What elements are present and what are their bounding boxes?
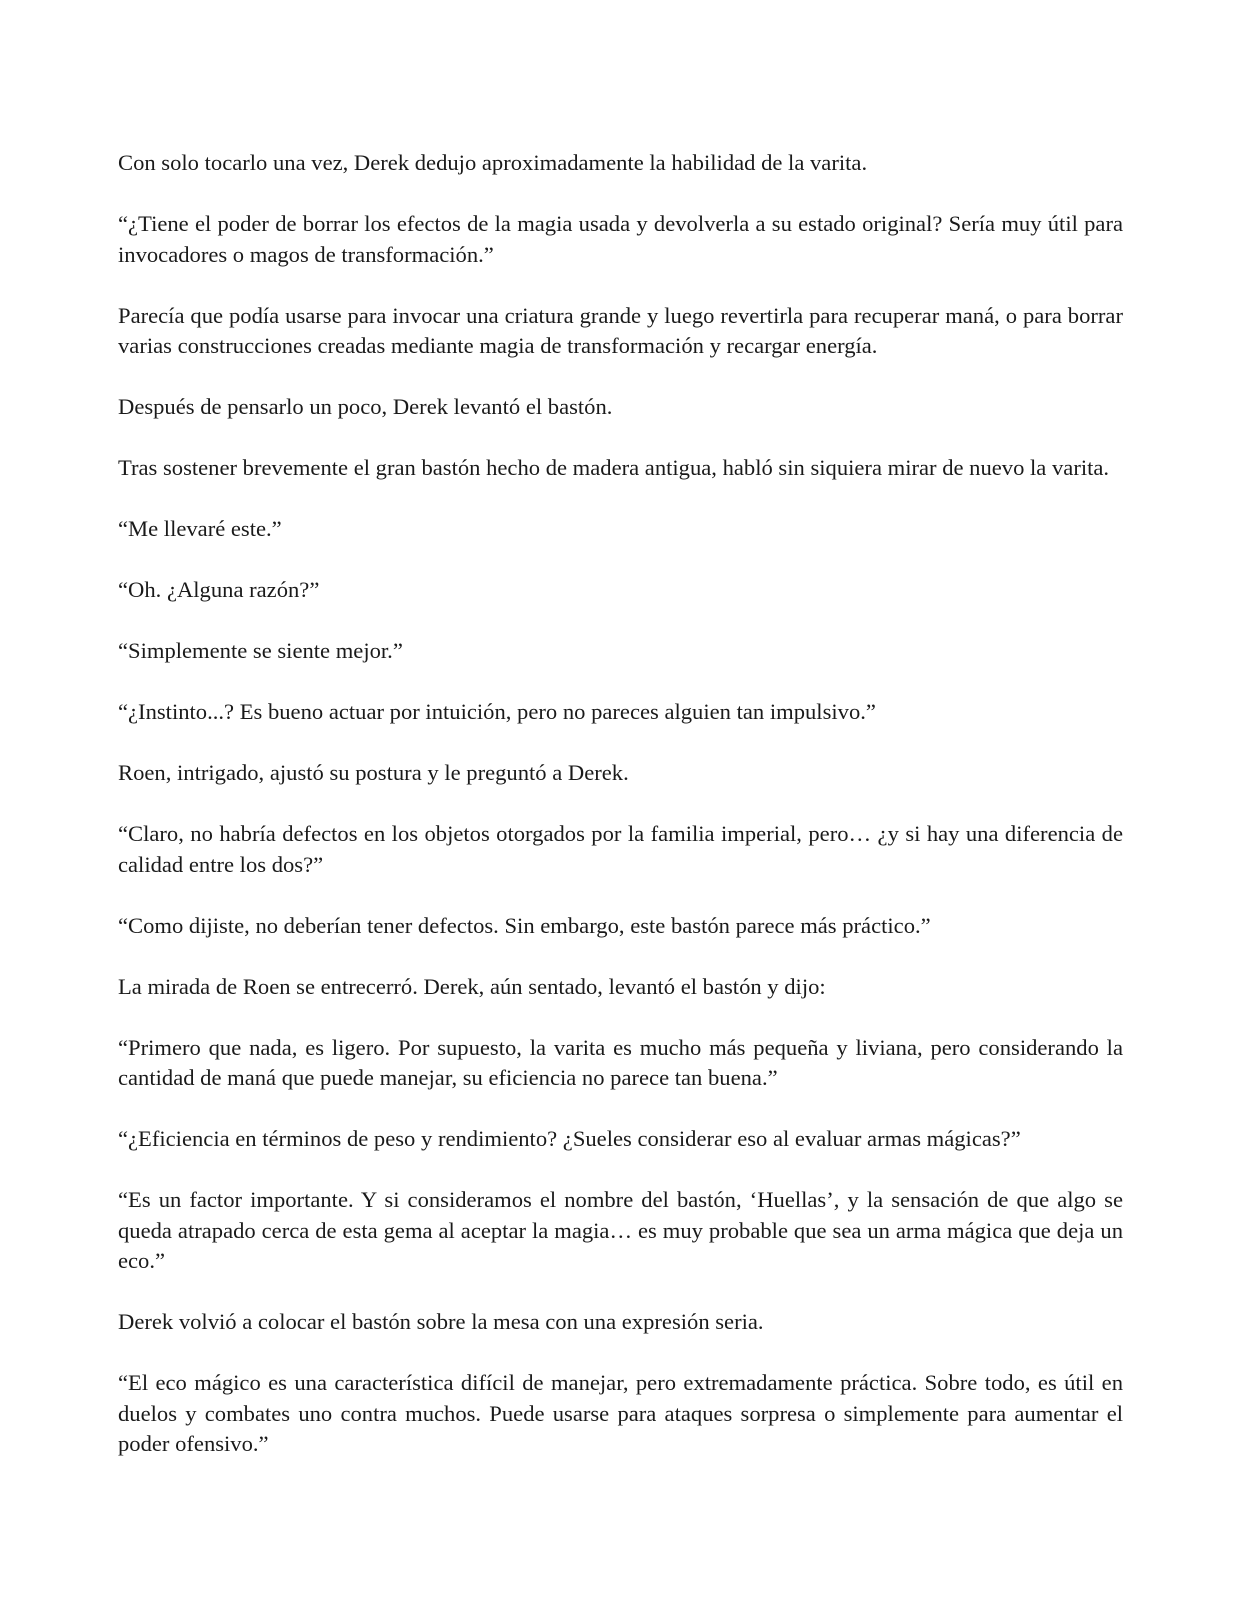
paragraph: “Oh. ¿Alguna razón?” — [118, 577, 320, 602]
paragraph: Tras sostener brevemente el gran bastón hecho de madera antigua, habló sin siquiera mirar de nuevo la varita. — [118, 455, 1110, 480]
paragraph: “Me llevaré este.” — [118, 516, 282, 541]
paragraph: “¿Tiene el poder de borrar los efectos de la magia usada y devolverla a su estado original? Sería muy útil para invocadores o magos de transformación.” — [118, 211, 1123, 267]
paragraph: “Es un factor importante. Y si consideramos el nombre del bastón, ‘Huellas’, y la sensación de que algo se queda atrapado cerca de esta gema al aceptar la magia… es muy probable que sea un arma mágica que deja un eco.” — [118, 1187, 1123, 1273]
paragraph: La mirada de Roen se entrecerró. Derek, aún sentado, levantó el bastón y dijo: — [118, 973, 826, 999]
paragraph: “Simplemente se siente mejor.” — [118, 638, 403, 663]
paragraph: Parecía que podía usarse para invocar una criatura grande y luego revertirla para recuperar maná, o para borrar varias construcciones creadas mediante magia de transformación y recargar energía. — [118, 302, 1123, 358]
paragraph: Con solo tocarlo una vez, Derek dedujo aproximadamente la habilidad de la varita. — [118, 150, 868, 175]
body-text — [118, 148, 1123, 1460]
paragraph: Después de pensarlo un poco, Derek levantó el bastón. — [118, 394, 613, 419]
paragraph: Roen, intrigado, ajustó su postura y le preguntó a Derek. — [118, 760, 629, 785]
paragraph: “Primero que nada, es ligero. Por supuesto, la varita es mucho más pequeña y liviana, pero considerando la cantidad de maná que puede manejar, su eficiencia no parece tan buena.” — [118, 1034, 1123, 1090]
paragraph: Derek volvió a colocar el bastón sobre la mesa con una expresión seria. — [118, 1309, 764, 1334]
paragraph: “¿Instinto...? Es bueno actuar por intuición, pero no pareces alguien tan impulsivo.” — [118, 699, 876, 724]
paragraph: “El eco mágico es una característica difícil de manejar, pero extremadamente práctica. Sobre todo, es útil en duelos y combates uno contra muchos. Puede usarse para ataques sorpresa o simplemente para aumentar el poder ofensivo.” — [118, 1370, 1123, 1456]
paragraph: “Como dijiste, no deberían tener defectos. Sin embargo, este bastón parece más práctico.” — [118, 912, 931, 938]
paragraph: “¿Eficiencia en términos de peso y rendimiento? ¿Sueles considerar eso al evaluar armas mágicas?” — [118, 1126, 1021, 1151]
paragraph: “Claro, no habría defectos en los objetos otorgados por la familia imperial, pero… ¿y si hay una diferencia de calidad entre los dos?” — [118, 821, 1123, 877]
